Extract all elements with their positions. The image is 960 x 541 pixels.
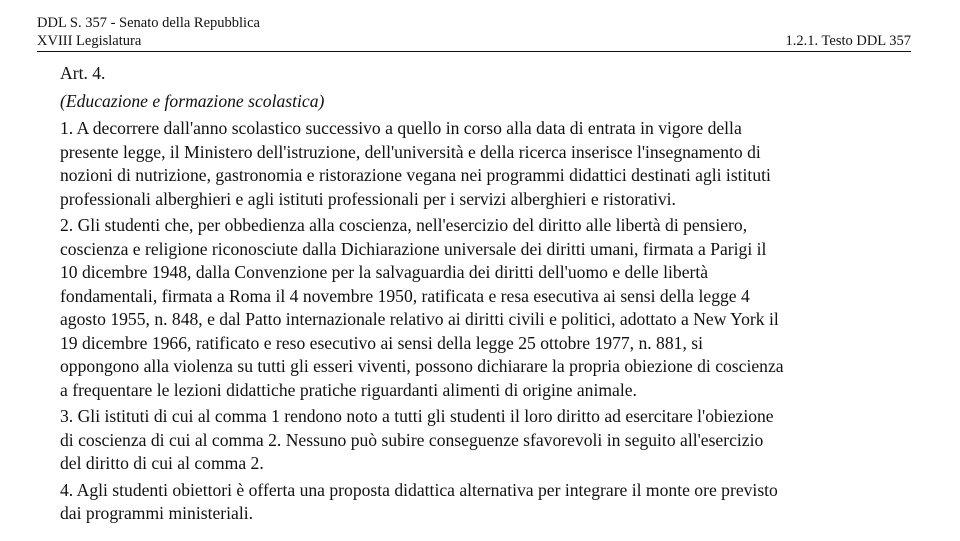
paragraph-line: 1. A decorrere dall'anno scolastico successivo a quello in corso alla data di entrata in vigore della: [60, 118, 742, 138]
paragraph-line: a frequentare le lezioni didattiche pratiche riguardanti alimenti di origine animale.: [60, 379, 637, 400]
paragraph-line: 2. Gli studenti che, per obbedienza alla coscienza, nell'esercizio del diritto alle libertà di pensiero,: [60, 215, 748, 235]
paragraph-1: [60, 117, 910, 211]
paragraph-line: 4. Agli studenti obiettori è offerta una proposta didattica alternativa per integrare il monte ore previsto: [60, 479, 778, 500]
paragraph-3: [60, 405, 910, 476]
paragraph-2: [60, 214, 910, 402]
paragraph-line: agosto 1955, n. 848, e dal Patto internazionale relativo ai diritti civili e politici, adottato a New York il: [60, 309, 779, 329]
page-header: [37, 14, 911, 52]
paragraph-line: fondamentali, firmata a Roma il 4 novembre 1950, ratificata e resa esecutiva ai sensi della legge 4: [60, 285, 750, 306]
article-subtitle: (Educazione e formazione scolastica): [60, 90, 325, 111]
legislature-label: XVIII Legislatura: [37, 33, 142, 49]
paragraph-line: presente legge, il Ministero dell'istruzione, dell'università e della ricerca inserisce l'insegnamento di: [60, 141, 761, 162]
header-row-bottom: [37, 32, 911, 52]
paragraph-line: oppongono alla violenza su tutti gli esseri viventi, possono dichiarare la propria obiezione di coscienza: [60, 356, 784, 376]
paragraph-line: dai programmi ministeriali.: [60, 503, 253, 523]
paragraph-line: coscienza e religione riconosciute dalla Dichiarazione universale dei diritti umani, firmata a Parigi il: [60, 238, 767, 259]
paragraph-4: [60, 479, 910, 526]
header-row-top: [37, 14, 911, 32]
paragraph-line: 19 dicembre 1966, ratificato e reso esecutivo ai sensi della legge 25 ottobre 1977, n. 881, si: [60, 332, 703, 353]
paragraph-line: professionali alberghieri e agli istituti professionali per i servizi alberghieri e ristorativi.: [60, 188, 676, 209]
doc-reference: DDL S. 357 - Senato della Repubblica: [37, 15, 260, 31]
section-label: 1.2.1. Testo DDL 357: [785, 33, 911, 49]
paragraph-line: del diritto di cui al comma 2.: [60, 453, 264, 473]
paragraph-line: di coscienza di cui al comma 2. Nessuno può subire conseguenze sfavorevoli in seguito all'esercizio: [60, 429, 764, 450]
article-number: Art. 4.: [60, 63, 106, 83]
article-body: [60, 62, 910, 529]
paragraph-line: 3. Gli istituti di cui al comma 1 rendono noto a tutti gli studenti il loro diritto ad esercitare l'obiezione: [60, 406, 774, 426]
paragraph-line: 10 dicembre 1948, dalla Convenzione per la salvaguardia dei diritti dell'uomo e delle libertà: [60, 262, 709, 282]
paragraph-line: nozioni di nutrizione, gastronomia e ristorazione vegana nei programmi didattici destinati agli istituti: [60, 165, 771, 185]
